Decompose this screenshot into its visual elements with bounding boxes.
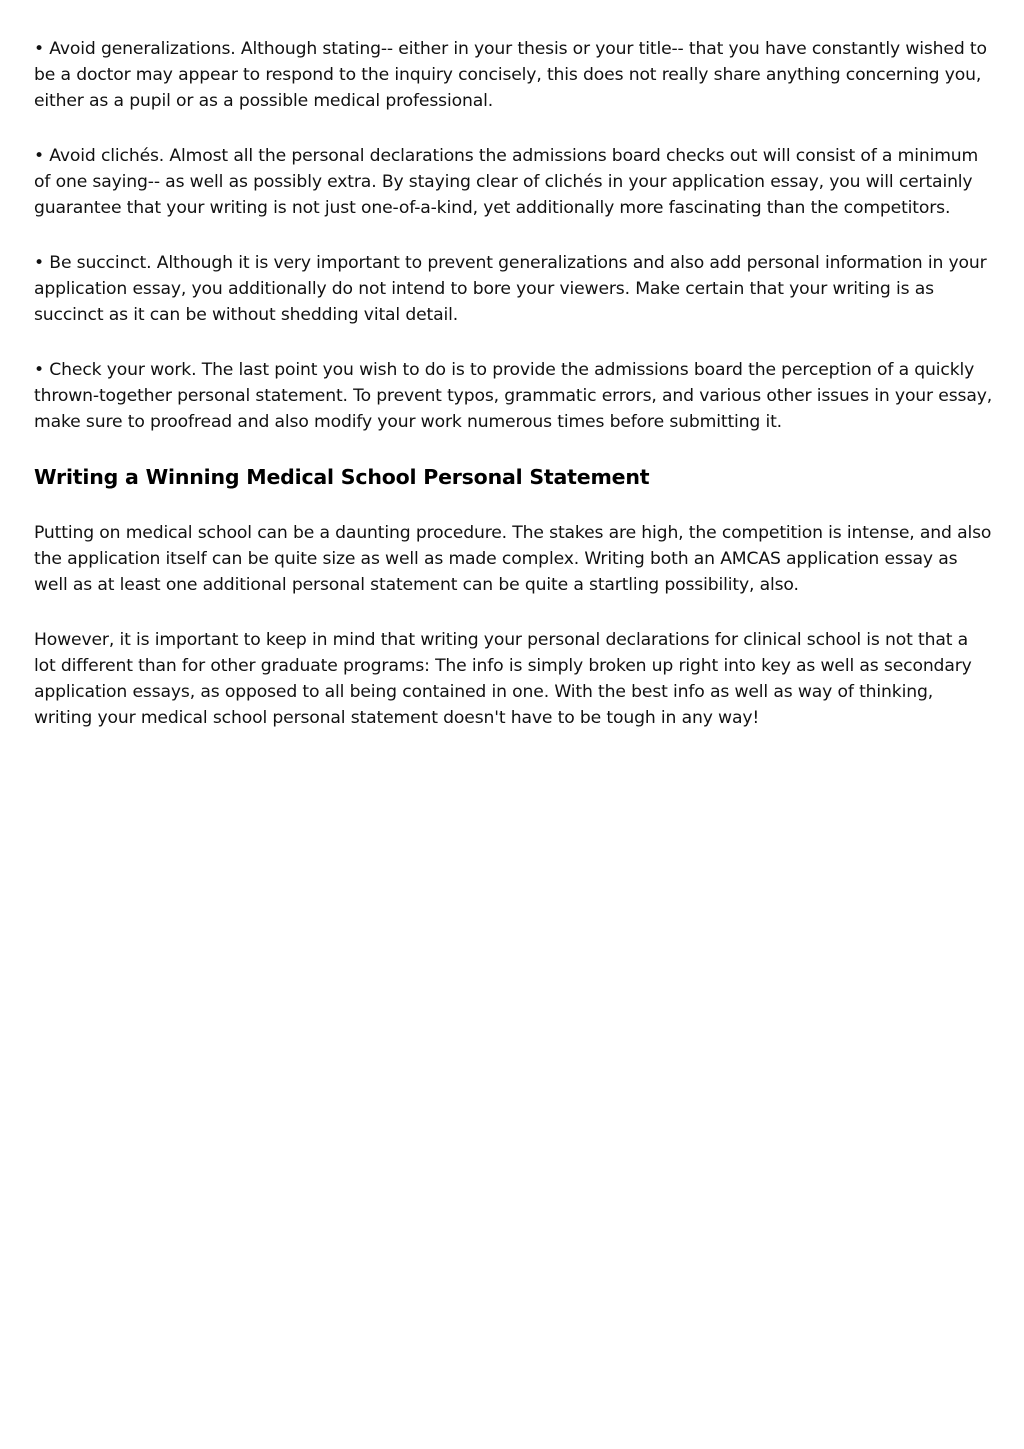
bullet-check-your-work: • Check your work. The last point you wish to do is to provide the admissions board the perception of a quickly thrown-together personal statement. To prevent typos, grammatic errors, and various other issues in your essay, make sure to proofread and also modify your work numerous times before submitting it. (34, 360, 993, 432)
bullet-be-succinct: • Be succinct. Although it is very important to prevent generalizations and also add personal information in your application essay, you additionally do not intend to bore your viewers. Make certain that your writing is as succinct as it can be without shedding vital detail. (34, 253, 987, 325)
document-page (34, 36, 994, 760)
section-heading: Writing a Winning Medical School Personal Statement (34, 465, 650, 489)
bullet-avoid-cliches: • Avoid clichés. Almost all the personal declarations the admissions board checks out will consist of a minimum of one saying-- as well as possibly extra. By staying clear of clichés in your application essay, you will certainly guarantee that your writing is not just one-of-a-kind, yet additionally more fascinating than the competitors. (34, 146, 979, 218)
bullet-avoid-generalizations: • Avoid generalizations. Although stating-- either in your thesis or your title-- that you have constantly wished to be a doctor may appear to respond to the inquiry concisely, this does not really share anything concerning you, either as a pupil or as a possible medical professional. (34, 39, 987, 111)
body-paragraph: However, it is important to keep in mind that writing your personal declarations for clinical school is not that a lot different than for other graduate programs: The info is simply broken up right into key as well as secondary application essays, as opposed to all being contained in one. With the best info as well as way of thinking, writing your medical school personal statement doesn't have to be tough in any way! (34, 630, 972, 728)
body-paragraph: Putting on medical school can be a daunting procedure. The stakes are high, the competition is intense, and also the application itself can be quite size as well as made complex. Writing both an AMCAS application essay as well as at least one additional personal statement can be quite a startling possibility, also. (34, 523, 992, 595)
